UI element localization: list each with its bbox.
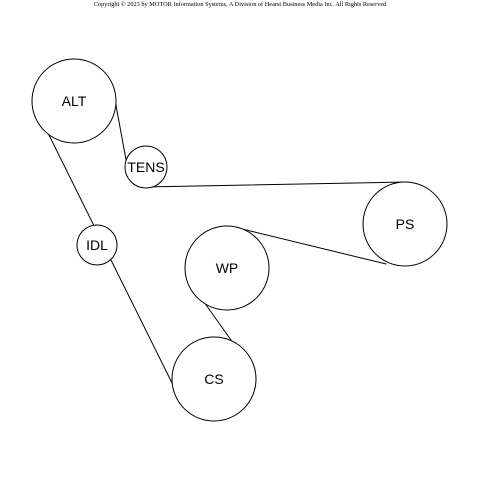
pulley-wp <box>185 226 269 310</box>
pulley-idl-label: IDL <box>86 237 108 253</box>
pulley-alt-label: ALT <box>61 93 87 109</box>
pulley-tens-label: TENS <box>127 159 165 175</box>
belt-segment-alt-to-tens <box>115 100 127 165</box>
pulley-ps-label: PS <box>395 216 415 232</box>
pulley-cs-label: CS <box>204 371 224 387</box>
pulley-alt <box>32 59 116 143</box>
pulley-tens <box>125 146 167 188</box>
belt-segment-tens-to-ps <box>144 182 407 187</box>
copyright-notice: Copyright © 2023 by MOTOR Information Systems, A Division of Hearst Business Media Inc. All Rights Reserved <box>93 1 387 8</box>
pulley-ps <box>363 182 447 266</box>
pulley-wp-label: WP <box>215 260 239 276</box>
pulley-cs <box>172 337 256 421</box>
pulley-idl <box>77 225 117 265</box>
